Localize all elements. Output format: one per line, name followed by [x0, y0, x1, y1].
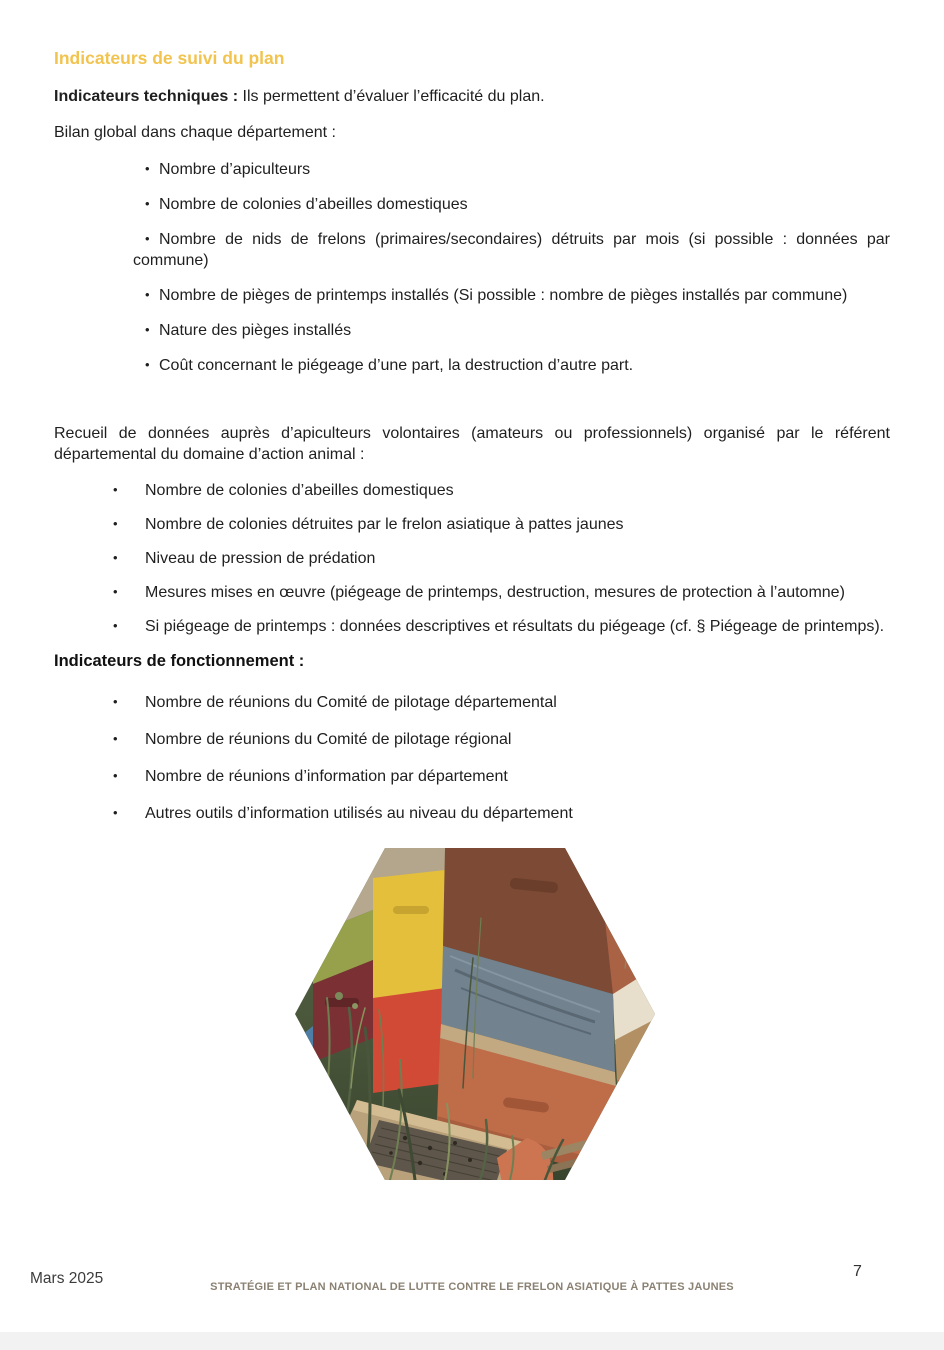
- list-item: [54, 729, 890, 750]
- beehive-photo-art: [295, 848, 655, 1180]
- list-item-text: Nombre de colonies d’abeilles domestiques: [145, 482, 454, 499]
- bilan-intro: Bilan global dans chaque département :: [54, 124, 336, 141]
- list-item-text: Mesures mises en œuvre (piégeage de printemps, destruction, mesures de protection à l’automne): [145, 584, 845, 601]
- section-heading: Indicateurs de suivi du plan: [54, 48, 285, 68]
- beehive-photo-hexagon: [295, 848, 655, 1180]
- list-item-text: Nombre de colonies d’abeilles domestiques: [159, 196, 468, 213]
- technical-indicators-label: Indicateurs techniques :: [54, 88, 239, 105]
- list-item-text: Nombre de pièges de printemps installés (Si possible : nombre de pièges installés par commune): [159, 287, 848, 304]
- list-item: • Nombre de nids de frelons (primaires/secondaires) détruits par mois (si possible : données par commune): [133, 231, 890, 269]
- list-item: • Nature des pièges installés: [145, 322, 352, 339]
- page-content: [0, 48, 944, 1180]
- list-item: [54, 548, 890, 569]
- list-item: [54, 582, 890, 603]
- list-item: [54, 616, 890, 637]
- footer-document-title: STRATÉGIE ET PLAN NATIONAL DE LUTTE CONTRE LE FRELON ASIATIQUE À PATTES JAUNES: [210, 1281, 734, 1293]
- bullet-icon: •: [113, 550, 118, 565]
- list-item-text: Nombre de réunions du Comité de pilotage départemental: [145, 694, 557, 711]
- recueil-bullet-list: [54, 480, 890, 637]
- footer-date: Mars 2025: [30, 1270, 104, 1287]
- footer-page-number: 7: [853, 1263, 862, 1280]
- list-item-text: Coût concernant le piégeage d’une part, la destruction d’autre part.: [159, 357, 634, 374]
- bilan-bullet-list: [133, 159, 890, 376]
- list-item-text: Si piégeage de printemps : données descriptives et résultats du piégeage (cf. § Piégeage de printemps).: [145, 618, 885, 635]
- list-item: • Nombre de colonies d’abeilles domestiques: [145, 196, 468, 213]
- list-item: [54, 514, 890, 535]
- list-item: [54, 480, 890, 501]
- list-item-text: Nombre de colonies détruites par le frelon asiatique à pattes jaunes: [145, 516, 624, 533]
- bullet-icon: •: [113, 516, 118, 531]
- technical-indicators-paragraph: [54, 86, 890, 107]
- bottom-bar: [0, 1332, 944, 1350]
- list-item-text: Nombre de réunions d’information par département: [145, 768, 508, 785]
- recueil-paragraph: Recueil de données auprès d’apiculteurs volontaires (amateurs ou professionnels) organisé par le référent départemental du domaine d’action animal :: [54, 425, 890, 463]
- bullet-icon: •: [113, 618, 118, 633]
- list-item: [54, 766, 890, 787]
- list-item-text: Nombre d’apiculteurs: [159, 161, 311, 178]
- technical-indicators-text: Ils permettent d’évaluer l’efficacité du plan.: [238, 88, 545, 105]
- list-item: • Nombre d’apiculteurs: [145, 161, 311, 178]
- list-item-text: Nombre de nids de frelons (primaires/secondaires) détruits par mois (si possible : données par commune): [133, 231, 890, 269]
- bullet-icon: •: [113, 768, 118, 783]
- list-item: • Coût concernant le piégeage d’une part, la destruction d’autre part.: [145, 357, 634, 374]
- bullet-icon: •: [113, 694, 118, 709]
- list-item-text: Niveau de pression de prédation: [145, 550, 376, 567]
- bullet-icon: •: [113, 805, 118, 820]
- fonctionnement-heading: Indicateurs de fonctionnement :: [54, 652, 305, 670]
- bullet-icon: •: [113, 584, 118, 599]
- bullet-icon: •: [113, 731, 118, 746]
- bullet-icon: •: [113, 482, 118, 497]
- list-item-text: Nombre de réunions du Comité de pilotage régional: [145, 731, 512, 748]
- list-item: [54, 692, 890, 713]
- list-item: [54, 803, 890, 824]
- list-item: • Nombre de pièges de printemps installés (Si possible : nombre de pièges installés par commune): [145, 287, 848, 304]
- list-item-text: Autres outils d’information utilisés au niveau du département: [145, 805, 573, 822]
- fonctionnement-bullet-list: [54, 692, 890, 824]
- list-item-text: Nature des pièges installés: [159, 322, 352, 339]
